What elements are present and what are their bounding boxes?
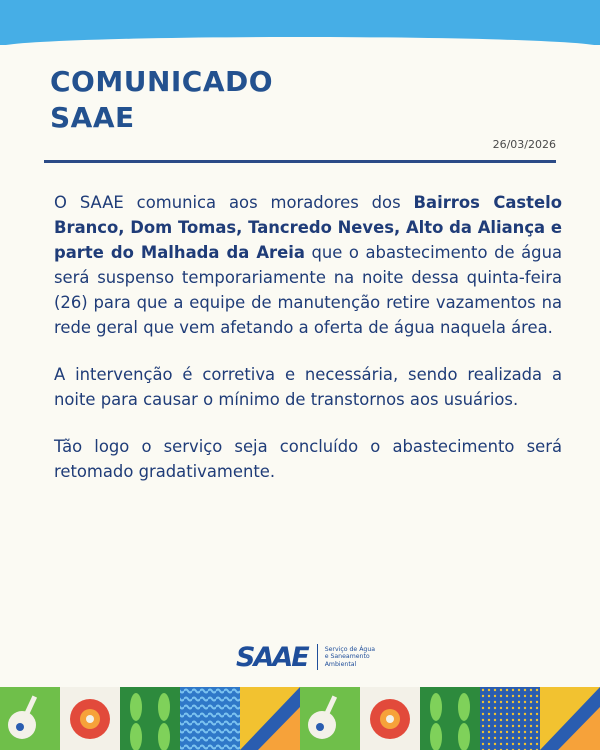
title-divider bbox=[44, 160, 556, 163]
paragraph-1-rest: que o abastecimento de água será suspenso temporariamente na noite dessa quinta-feira (26) para que a equipe de manutenção retire vazamentos na rede geral que vem afetando a oferta de água naquela área. bbox=[54, 243, 563, 337]
pattern-tile-a bbox=[0, 687, 60, 750]
decorative-pattern-strip bbox=[0, 687, 600, 750]
pattern-tile-h bbox=[420, 687, 480, 750]
pattern-tile-c bbox=[120, 687, 180, 750]
paragraph-2: A intervenção é corretiva e necessária, sendo realizada a noite para causar o mínimo de transtornos aos usuários. bbox=[54, 365, 562, 409]
paragraph-3: Tão logo o serviço seja concluído o abastecimento será retomado gradativamente. bbox=[54, 437, 562, 481]
logo-wordmark: SAAE bbox=[236, 641, 308, 673]
pattern-tile-f bbox=[300, 687, 360, 750]
pattern-tile-e bbox=[240, 687, 300, 750]
logo-separator bbox=[317, 644, 318, 670]
pattern-tile-j bbox=[540, 687, 600, 750]
publication-date: 26/03/2026 bbox=[492, 138, 556, 151]
paragraph-1-intro: O SAAE comunica aos moradores dos bbox=[54, 193, 414, 212]
top-color-band bbox=[0, 0, 600, 45]
title-line-2: SAAE bbox=[50, 101, 135, 134]
logo-tagline bbox=[325, 646, 375, 668]
pattern-tile-g bbox=[360, 687, 420, 750]
pattern-tile-d bbox=[180, 687, 240, 750]
tagline-line-3: Ambiental bbox=[324, 660, 357, 668]
announcement-body bbox=[54, 190, 562, 506]
pattern-tile-b bbox=[60, 687, 120, 750]
tagline-line-1: Serviço de Água bbox=[324, 646, 376, 654]
affected-neighborhoods: Bairros Castelo Branco, Dom Tomas, Tancredo Neves, Alto da Aliança e parte do Malhada da Areia bbox=[54, 193, 562, 262]
pattern-tile-i bbox=[480, 687, 540, 750]
title-line-1: COMUNICADO bbox=[50, 65, 274, 98]
tagline-line-2: e Saneamento bbox=[324, 653, 370, 661]
paragraph-1 bbox=[54, 190, 562, 340]
saae-logo bbox=[236, 640, 375, 674]
page-title bbox=[50, 64, 273, 136]
